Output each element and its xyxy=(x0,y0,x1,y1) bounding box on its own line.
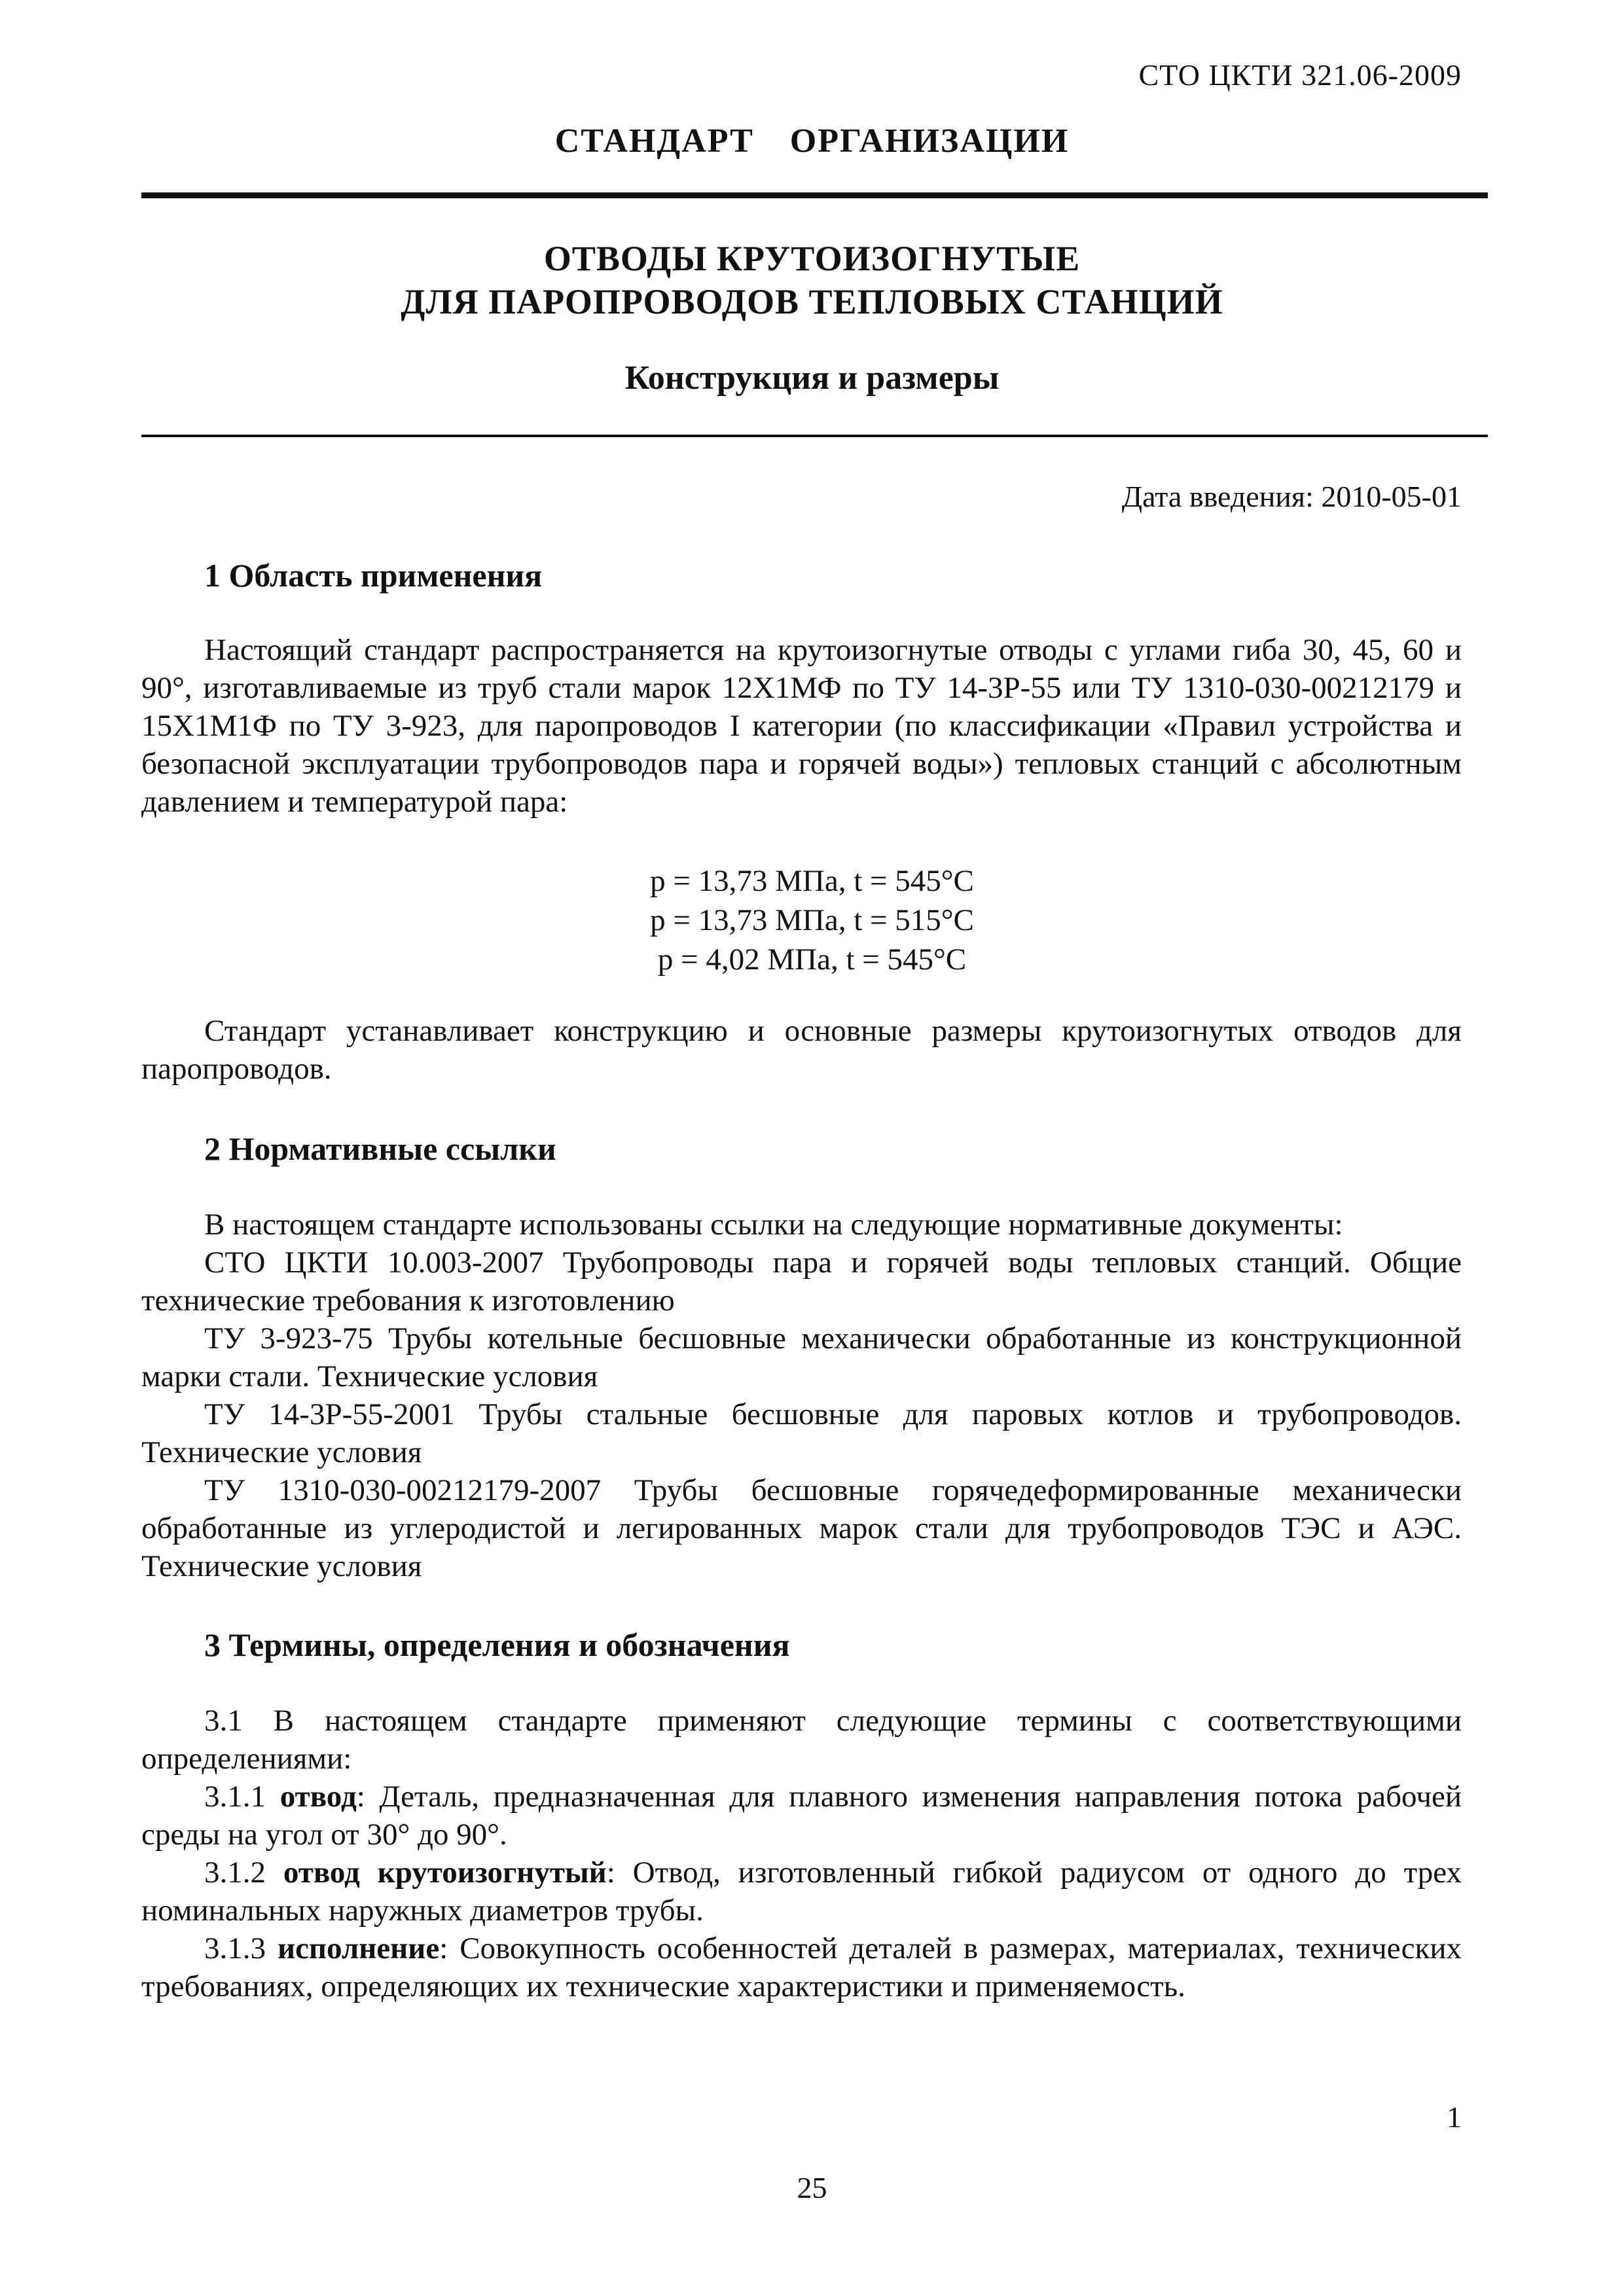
title-rule xyxy=(141,435,1488,437)
section-2-heading: 2 Нормативные ссылки xyxy=(204,1130,556,1167)
page-number: 1 xyxy=(1447,2100,1462,2134)
section-1-paragraph: Настоящий стандарт распространяется на крутоизогнутые отводы с углами гиба 30, 45, 60 и 90°, изготавливаемые из труб стали марок 12Х1МФ по ТУ 14-3Р-55 или ТУ 1310-030-00212179 и 15Х1М1Ф по ТУ 3-923, для паропроводов I категории (по классификации «Правил устройства и безопасной эксплуатации трубопроводов пара и горячей воды») тепловых станций с абсолютным давлением и температурой пара: xyxy=(141,633,1462,819)
reference-item: ТУ 1310-030-00212179-2007 Трубы бесшовные горячедеформированные механически обработанные из углеродистой и легированных марок стали для трубопроводов ТЭС и АЭС. Технические условия xyxy=(141,1473,1462,1583)
document-title xyxy=(0,237,1624,323)
term-number: 3.1.3 xyxy=(204,1931,278,1965)
formula-list xyxy=(0,861,1624,979)
term-name: исполнение xyxy=(277,1931,440,1965)
term-item xyxy=(141,1778,1462,1854)
section-1-paragraph-2: Стандарт устанавливает конструкцию и основные размеры крутоизогнутых отводов для паропроводов. xyxy=(141,1014,1462,1086)
reference-item: ТУ 3-923-75 Трубы котельные бесшовные механически обработанные из конструкционной марки стали. Технические условия xyxy=(141,1321,1462,1393)
term-number: 3.1.1 xyxy=(204,1780,280,1814)
terms-intro: 3.1 В настоящем стандарте применяют следующие термины с соответствующими определениями: xyxy=(141,1704,1462,1776)
document-code: СТО ЦКТИ 321.06-2009 xyxy=(1138,58,1462,92)
date-of-introduction: Дата введения: 2010-05-01 xyxy=(1121,480,1462,513)
term-item xyxy=(141,1854,1462,1929)
term-name: отвод крутоизогнутый xyxy=(283,1856,607,1890)
terms-list xyxy=(141,1702,1462,2005)
term-number: 3.1.2 xyxy=(204,1856,283,1890)
standard-title: СТАНДАРТ ОРГАНИЗАЦИИ xyxy=(554,122,1070,160)
sheet-number: 25 xyxy=(797,2171,827,2204)
term-definition: : Отвод, изготовленный гибкой радиусом от одного до трех номинальных наружных диаметров трубы. xyxy=(141,1856,1462,1928)
header-rule xyxy=(141,192,1488,198)
title-line-2: ДЛЯ ПАРОПРОВОДОВ ТЕПЛОВЫХ СТАНЦИЙ xyxy=(401,282,1223,321)
reference-item: ТУ 14-3Р-55-2001 Трубы стальные бесшовные для паровых котлов и трубопроводов. Технические условия xyxy=(141,1397,1462,1469)
document-subtitle: Конструкция и размеры xyxy=(624,359,1000,397)
term-item xyxy=(141,1929,1462,2005)
section-1-heading: 1 Область применения xyxy=(204,557,543,594)
references-list xyxy=(141,1206,1462,1585)
title-line-1: ОТВОДЫ КРУТОИЗОГНУТЫЕ xyxy=(543,239,1081,278)
term-definition: : Совокупность особенностей деталей в размерах, материалах, технических требованиях, определяющих их технические характеристики и применяемость. xyxy=(141,1931,1462,2003)
formula-line: p = 13,73 МПа, t = 545°С xyxy=(650,864,974,898)
term-name: отвод xyxy=(280,1780,357,1814)
references-intro: В настоящем стандарте использованы ссылки на следующие нормативные документы: xyxy=(204,1208,1343,1242)
reference-item: СТО ЦКТИ 10.003-2007 Трубопроводы пара и горячей воды тепловых станций. Общие технические требования к изготовлению xyxy=(141,1246,1462,1318)
formula-line: p = 4,02 МПа, t = 545°С xyxy=(657,942,967,977)
section-3-heading: 3 Термины, определения и обозначения xyxy=(204,1626,790,1663)
term-definition: : Деталь, предназначенная для плавного изменения направления потока рабочей среды на угол от 30° до 90°. xyxy=(141,1780,1462,1852)
formula-line: p = 13,73 МПа, t = 515°С xyxy=(650,903,974,937)
